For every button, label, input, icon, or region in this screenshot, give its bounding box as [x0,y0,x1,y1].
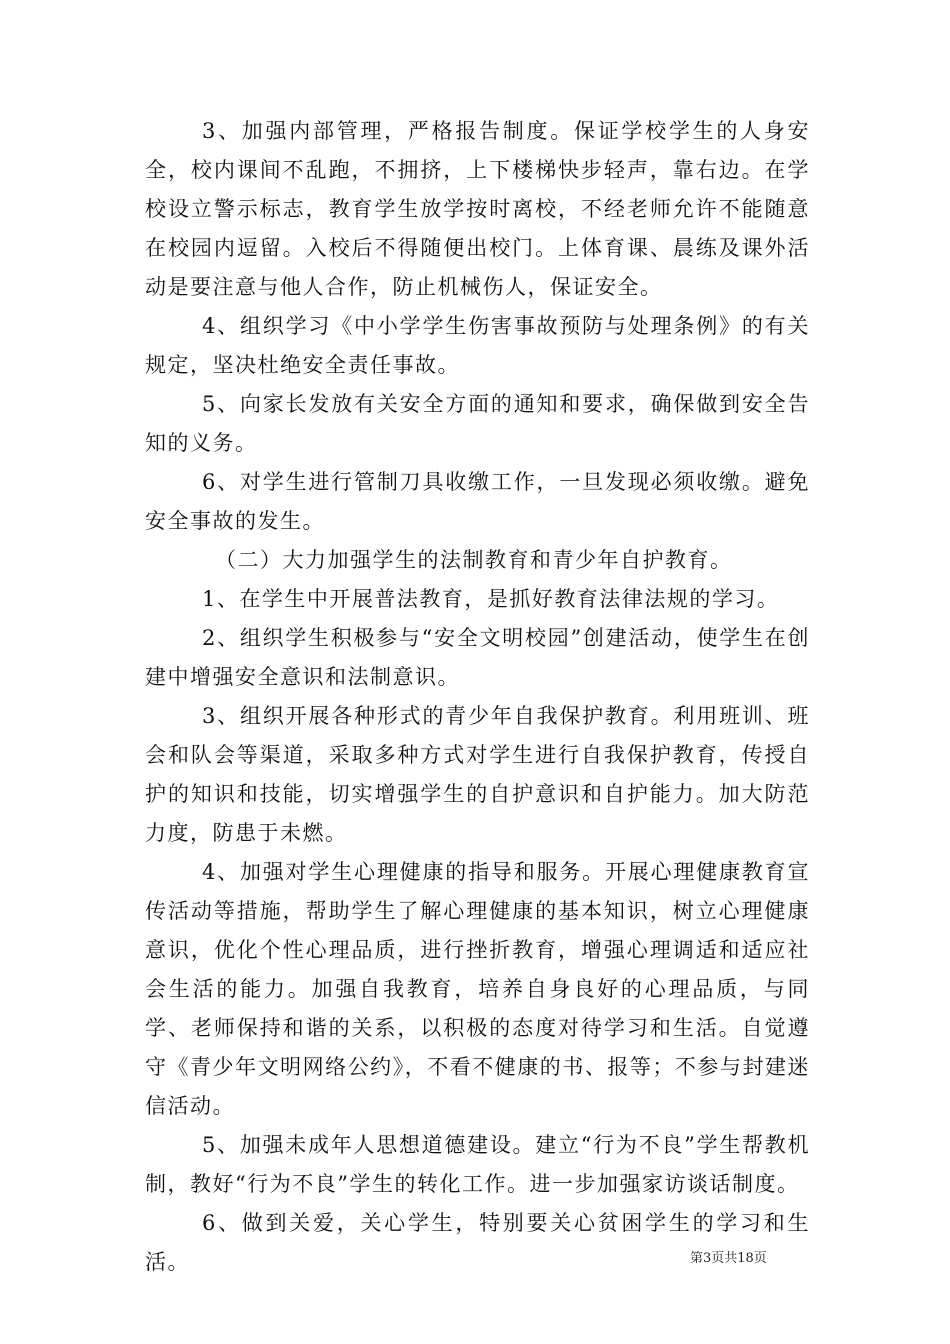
paragraph-item-5: 5、向家长发放有关安全方面的通知和要求，确保做到安全告知的义务。 [145,392,810,455]
paragraph-law-2: 2、组织学生积极参与“安全文明校园”创建活动，使学生在创建中增强安全意识和法制意识。 [145,626,810,689]
paragraph-law-4: 4、加强对学生心理健康的指导和服务。开展心理健康教育宣传活动等措施，帮助学生了解心理健康的基本知识，树立心理健康意识，优化个性心理品质，进行挫折教育，增强心理调适和适应社会生活的能力。加强自我教育，培养自身良好的心理品质，与同学、老师保持和谐的关系，以积极的态度对待学习和生活。自觉遵守《青少年文明网络公约》，不看不健康的书、报等；不参与封建迷信活动。 [145,860,810,1118]
paragraph-item-6: 6、对学生进行管制刀具收缴工作，一旦发现必须收缴。避免安全事故的发生。 [145,470,810,533]
document-body [145,112,810,1282]
paragraph-law-1: 1、在学生中开展普法教育，是抓好教育法律法规的学习。 [202,587,780,611]
paragraph-law-3: 3、组织开展各种形式的青少年自我保护教育。利用班训、班会和队会等渠道，采取多种方式对学生进行自我保护教育，传授自护的知识和技能，切实增强学生的自护意识和自护能力。加大防范力度，防患于未燃。 [145,704,810,845]
section-heading: （二）大力加强学生的法制教育和青少年自护教育。 [215,548,733,572]
paragraph-item-4: 4、组织学习《中小学学生伤害事故预防与处理条例》的有关规定，坚决杜绝安全责任事故。 [145,314,810,377]
page-number: 第3页共18页 [690,1251,767,1266]
paragraph-law-6: 6、做到关爱，关心学生，特别要关心贫困学生的学习和生活。 [145,1211,810,1274]
paragraph-law-5: 5、加强未成年人思想道德建设。建立“行为不良”学生帮教机制，教好“行为不良”学生的转化工作。进一步加强家访谈话制度。 [145,1133,810,1196]
paragraph-item-3: 3、加强内部管理，严格报告制度。保证学校学生的人身安全，校内课间不乱跑，不拥挤，上下楼梯快步轻声，靠右边。在学校设立警示标志，教育学生放学按时离校，不经老师允许不能随意在校园内逗留。入校后不得随便出校门。上体育课、晨练及课外活动是要注意与他人合作，防止机械伤人，保证安全。 [145,119,810,299]
